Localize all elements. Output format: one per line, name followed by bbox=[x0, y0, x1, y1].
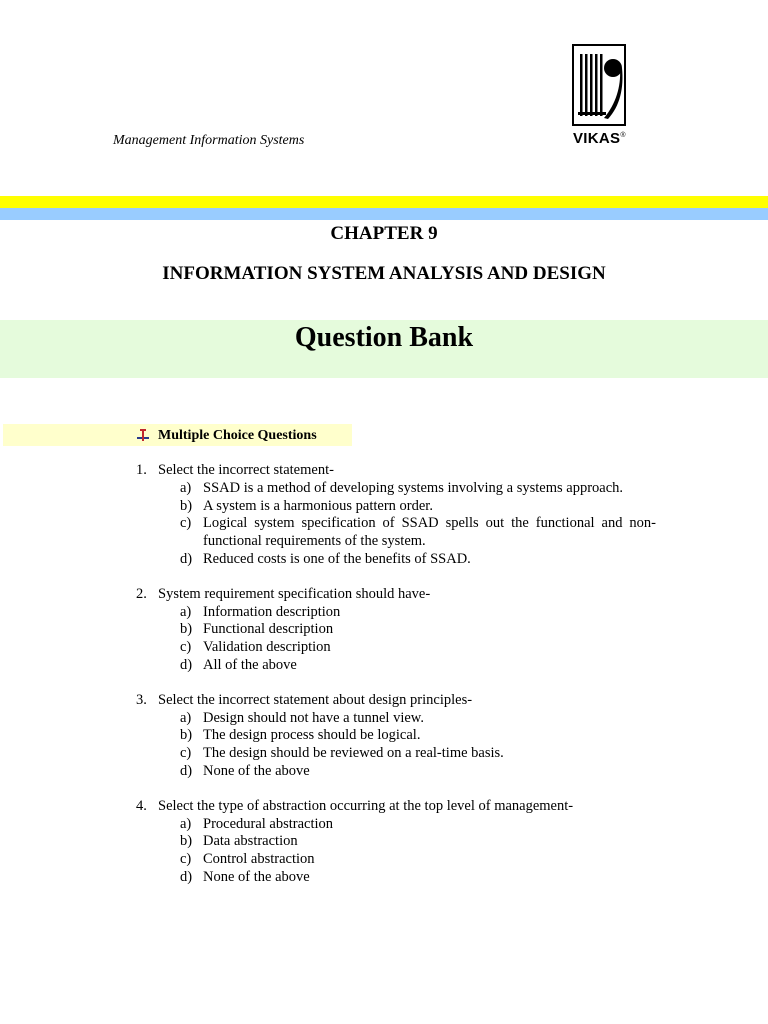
question-stem: Select the incorrect statement about design principles- bbox=[158, 691, 473, 708]
book-title: Management Information Systems bbox=[113, 133, 305, 148]
answer-option: d) None of the above bbox=[180, 762, 310, 779]
logo-mark-icon bbox=[572, 44, 626, 126]
header-stripe-yellow bbox=[0, 196, 768, 208]
answer-option: b) Data abstraction bbox=[180, 833, 298, 850]
question-number: 4. bbox=[136, 797, 147, 814]
question-stem: Select the type of abstraction occurring at the top level of management- bbox=[158, 797, 574, 814]
answer-option: a) Design should not have a tunnel view. bbox=[180, 709, 424, 726]
question-item bbox=[136, 462, 656, 569]
question-item bbox=[136, 586, 656, 675]
answer-option: c) Control abstraction bbox=[180, 851, 315, 868]
logo-wordmark: VIKAS® bbox=[573, 130, 626, 147]
question-stem: System requirement specification should have- bbox=[158, 585, 431, 602]
question-bank-title: Question Bank bbox=[294, 322, 474, 353]
chapter-title: INFORMATION SYSTEM ANALYSIS AND DESIGN bbox=[162, 263, 606, 284]
answer-option: c) The design should be reviewed on a real-time basis. bbox=[180, 745, 504, 762]
answer-option: c) Logical system specification of SSAD spells out the functional and non-functional requirements of the system. bbox=[180, 515, 656, 550]
answer-option: d) Reduced costs is one of the benefits of SSAD. bbox=[180, 550, 471, 567]
question-number: 2. bbox=[136, 585, 147, 602]
answer-option: c) Validation description bbox=[180, 639, 331, 656]
question-number: 1. bbox=[136, 462, 147, 478]
question-number: 3. bbox=[136, 691, 147, 708]
question-list bbox=[136, 462, 656, 904]
answer-option: d) None of the above bbox=[180, 868, 310, 885]
header-stripe-blue bbox=[0, 208, 768, 220]
question-item bbox=[136, 798, 656, 887]
answer-option: a) Information description bbox=[180, 603, 341, 620]
answer-option: b) Functional description bbox=[180, 621, 334, 638]
answer-option: a) SSAD is a method of developing systems involving a systems approach. bbox=[180, 479, 624, 496]
pin-icon bbox=[136, 428, 150, 442]
answer-option: a) Procedural abstraction bbox=[180, 815, 334, 832]
answer-option: b) A system is a harmonious pattern order. bbox=[180, 497, 433, 514]
answer-option: d) All of the above bbox=[180, 656, 297, 673]
answer-option: b) The design process should be logical. bbox=[180, 727, 421, 744]
mcq-section-label: Multiple Choice Questions bbox=[158, 428, 317, 443]
question-item bbox=[136, 692, 656, 781]
question-stem: Select the incorrect statement- bbox=[158, 462, 334, 478]
vikas-logo bbox=[572, 44, 630, 126]
chapter-number: CHAPTER 9 bbox=[330, 223, 438, 244]
